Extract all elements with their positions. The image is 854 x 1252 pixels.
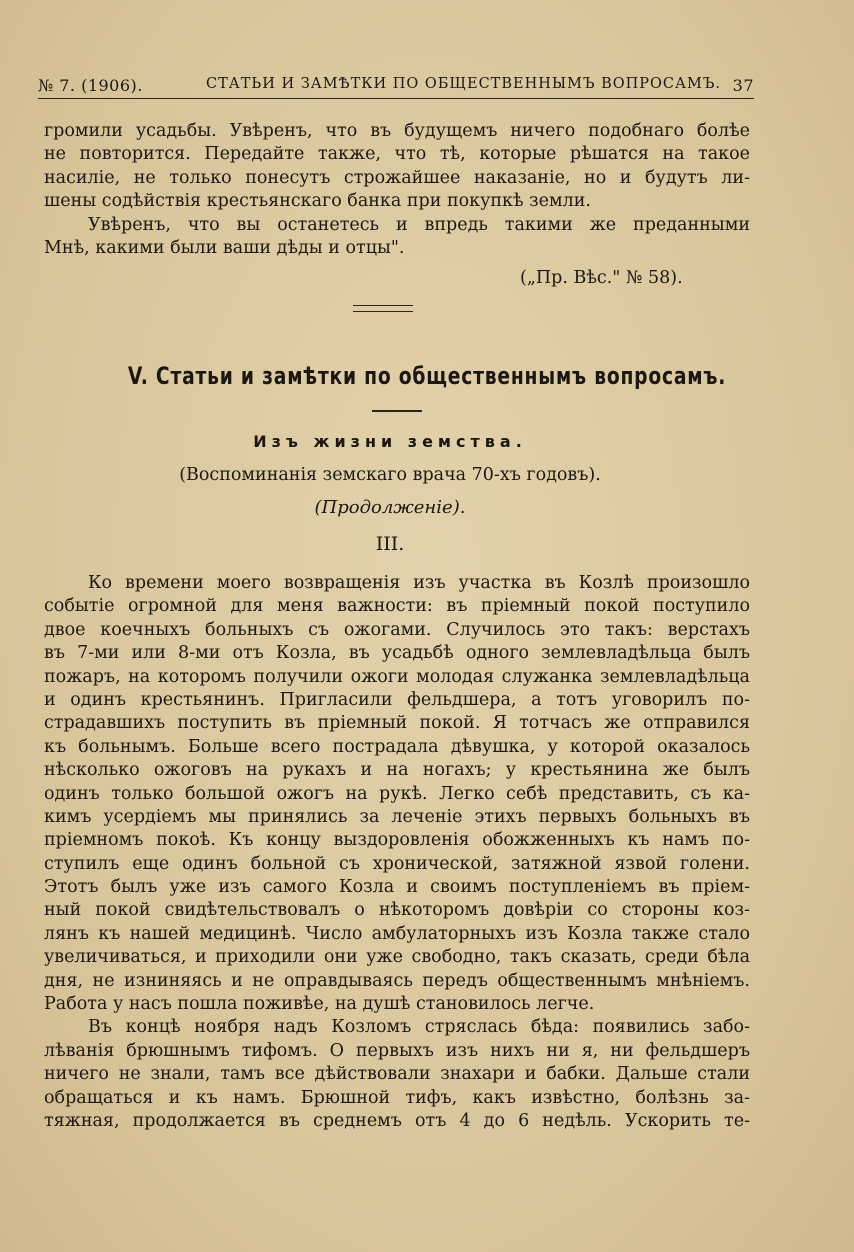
- text-line: въ 7-ми или 8-ми отъ Козла, въ усадьбѣ одного землевладѣльца былъ: [44, 643, 750, 664]
- text-line: пріемномъ покоѣ. Къ концу выздоровленія обожженныхъ къ намъ по-: [44, 830, 750, 851]
- text-line: громили усадьбы. Увѣренъ, что въ будущемъ ничего подобнаго болѣе: [44, 121, 750, 141]
- text-line: къ больнымъ. Больше всего пострадала дѣвушка, у которой оказалось: [44, 736, 750, 757]
- text-line: шены содѣйствія крестьянскаго банка при покупкѣ земли.: [44, 191, 591, 212]
- text-line: ничего не знали, тамъ все дѣйствовали знахари и бабки. Дальше стали: [44, 1064, 750, 1085]
- text-line: пожаръ, на которомъ получили ожоги молодая служанка землевладѣльца: [44, 666, 750, 687]
- text-line: двое коечныхъ больныхъ съ ожогами. Случилось это такъ: верстахъ: [44, 619, 750, 640]
- text-line: лѣванія брюшнымъ тифомъ. О первыхъ изъ нихъ ни я, ни фельдшеръ: [44, 1040, 750, 1061]
- text-line: Этотъ былъ уже изъ самого Козла и своимъ поступленіемъ въ пріем-: [44, 877, 750, 898]
- text-line: и одинъ крестьянинъ. Пригласили фельдшера, а тотъ уговорилъ по-: [44, 689, 750, 710]
- running-head: [38, 74, 754, 99]
- issue-number: № 7. (1906).: [38, 76, 143, 95]
- double-divider: [353, 305, 413, 312]
- short-divider: [372, 410, 422, 412]
- running-title: СТАТЬИ И ЗАМѢТКИ ПО ОБЩЕСТВЕННЫМЪ ВОПРОСАМЪ.: [206, 76, 721, 92]
- section-heading: V. Статьи и замѣтки по общественнымъ вопросамъ.: [127, 362, 727, 390]
- text-line: увеличиваться, и приходили они уже свободно, такъ сказать, среди бѣла: [44, 947, 750, 968]
- continued-label: (Продолженіе).: [314, 497, 466, 518]
- intro-paragraph: [44, 120, 750, 260]
- text-line: Работа у насъ пошла поживѣе, на душѣ становилось легче.: [44, 994, 595, 1015]
- text-line: страдавшихъ поступить въ пріемный покой. Я тотчасъ же отправился: [44, 713, 750, 734]
- text-line: дня, не изниняясь и не оправдываясь передъ общественнымъ мнѣніемъ.: [44, 970, 750, 991]
- text-line: лянъ къ нашей медицинѣ. Число амбулаторныхъ изъ Козла также стало: [44, 923, 750, 944]
- text-line: ступилъ еще одинъ больной съ хронической, затяжной язвой голени.: [44, 853, 750, 874]
- text-line: Мнѣ, какими были ваши дѣды и отцы".: [44, 237, 405, 258]
- chapter-number: III.: [375, 533, 405, 555]
- article-title: Изъ жизни земства.: [253, 432, 527, 451]
- text-line: одинъ только большой ожогъ на рукѣ. Легко себѣ представить, съ ка-: [44, 783, 750, 804]
- body-paragraph-1: [44, 572, 750, 1133]
- text-line: не повторится. Передайте также, что тѣ, которые рѣшатся на такое: [44, 144, 750, 165]
- text-line: кимъ усердіемъ мы принялись за леченіе этихъ первыхъ больныхъ въ: [44, 806, 750, 827]
- text-line: ный покой свидѣтельствовалъ о нѣкоторомъ довѣріи со стороны коз-: [44, 900, 750, 921]
- text-line: насиліе, не только понесутъ строжайшее наказаніе, но и будутъ ли-: [44, 167, 750, 188]
- text-line: обращаться и къ намъ. Брюшной тифъ, какъ извѣстно, болѣзнь за-: [44, 1087, 750, 1108]
- text-line: Увѣренъ, что вы останетесь и впредь такими же преданными: [88, 214, 750, 235]
- text-line: Въ концѣ ноября надъ Козломъ стряслась бѣда: появились забо-: [88, 1017, 750, 1038]
- article-subtitle: (Воспоминанія земскаго врача 70-хъ годовъ).: [179, 465, 601, 485]
- text-line: тяжная, продолжается въ среднемъ отъ 4 до 6 недѣль. Ускорить те-: [44, 1110, 750, 1131]
- text-line: Ко времени моего возвращенія изъ участка въ Козлѣ произошло: [88, 573, 750, 593]
- text-line: событіе огромной для меня важности: въ пріемный покой поступило: [44, 596, 750, 617]
- text-line: нѣсколько ожоговъ на рукахъ и на ногахъ; у крестьянина же былъ: [44, 760, 750, 781]
- citation: („Пр. Вѣс." № 58).: [520, 268, 683, 288]
- page-number: 37: [732, 76, 754, 95]
